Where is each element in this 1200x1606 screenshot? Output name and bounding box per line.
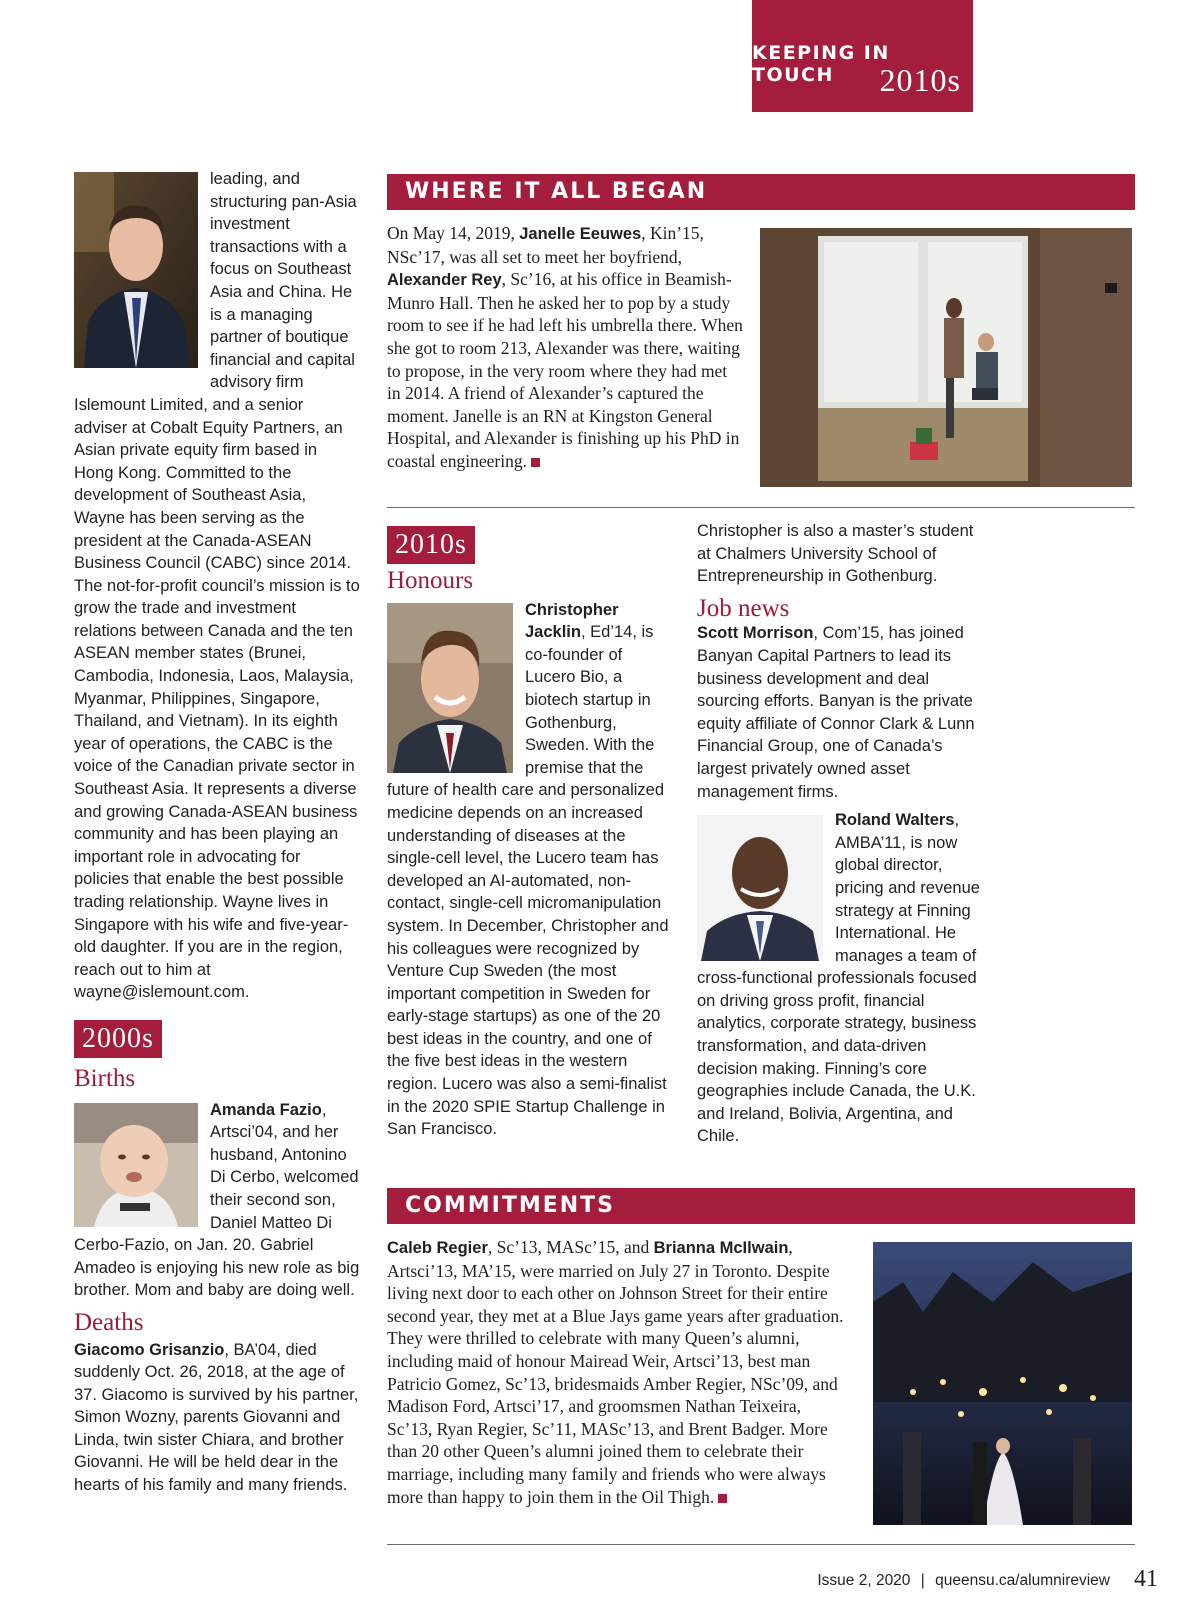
honours-heading: Honours (387, 567, 474, 594)
end-mark (531, 458, 540, 467)
commit-t1: , Sc’13, MASc’15, and (487, 1237, 654, 1257)
job-text: , Com’15, has joined Banyan Capital Partners to lead its business development and deal sourcing efforts. Banyan is the private equity affiliate of Connor Clark & Lunn Financial Group, one of Canada’s largest privately owned asset management firms. (697, 624, 975, 801)
christopher-portrait (387, 603, 513, 773)
where-it-all-began-banner (387, 174, 1135, 210)
commitments-banner (387, 1188, 1135, 1224)
job-name: Scott Morrison (697, 624, 814, 643)
job-paragraph (697, 622, 987, 803)
roland-text: , AMBA’11, is now global director, pricing and revenue strategy at Finning International. He manages a team of cross-functional professionals focused on driving gross profit, financial analytics, corporate strategy, business transformation, and data-driven decision making. Finning’s core geographies include Canada, the U.K. and Ireland, Bolivia, Argentina, and Chile. (697, 811, 980, 1146)
job-news-heading: Job news (697, 594, 790, 622)
decade-2000s-label: 2000s (74, 1020, 162, 1058)
roland-portrait (697, 815, 823, 961)
where-n2: Alexander Rey (387, 271, 502, 290)
decade-2010s-label: 2010s (387, 526, 475, 564)
christopher-text: , Ed’14, is co-founder of Lucero Bio, a biotech startup in Gothenburg, Sweden. With the premise that the future of health care and personalized medicine depends on an increased understanding of diseases at the single-cell level, the Lucero team has developed an AI-automated, non-contact, single-cell micromanipulation system. In December, Christopher and his colleagues were recognized by Venture Cup Sweden (the most important competition in Sweden for early-stage startups) as one of the 20 best ideas in the country, and one of the five best ideas in the western region. Lucero was also a semi-finalist in the 2020 SPIE Startup Challenge in San Francisco. (387, 623, 669, 1139)
page-number: 41 (1134, 1566, 1158, 1592)
footer-url[interactable]: queensu.ca/alumnireview (935, 1572, 1110, 1589)
deaths-heading: Deaths (74, 1308, 144, 1336)
where-t2: , Kin’15, NSc’17, was all set to meet her boyfriend, (387, 223, 704, 267)
births-name: Amanda Fazio (210, 1100, 322, 1119)
wayne-text: leading, and structuring pan-Asia investment transactions with a focus on Southeast Asia and China. He is a managing partner of boutique financial and capital advisory firm Islemount Limited, and a senior adviser at Cobalt Equity Partners, an Asian private equity firm based in Hong Kong. Committed to the development of Southeast Asia, Wayne has been serving as the president at the Canada-ASEAN Business Council (CABC) since 2014. The not-for-profit council’s mission is to grow the trade and investment relations between Canada and the ten ASEAN member states (Brunei, Cambodia, Indonesia, Laos, Malaysia, Myanmar, Philippines, Singapore, Thailand, and Vietnam). In its eighth year of operations, the CABC is the voice of the Canadian private sector in Southeast Asia. It represents a diverse and growing Canada-ASEAN business community and has been playing an important role in advocating for policies that enable the best possible trading relationship. Wayne lives in Singapore with his wife and five-year-old daughter. If you are in the region, reach out to him at wayne@islemount.com. (74, 170, 360, 1002)
where-t3: , Sc’16, at his office in Beamish-Munro Hall. Then he asked her to pop by a study room to see if he had left his umbrella there. When she got to room 213, Alexander was there, waiting to propose, in the very room where they had met in 2014. A friend of Alexander’s captured the moment. Janelle is an RN at Kingston General Hospital, and Alexander is finishing up his PhD in coastal engineering. (387, 269, 743, 471)
wedding-photo (873, 1242, 1132, 1525)
deaths-text: , BA’04, died suddenly Oct. 26, 2018, at the age of 37. Giacomo is survived by his partner, Simon Wozny, parents Giovanni and Linda, twin sister Chiara, and brother Giovanni. He will be held dear in the hearts of his family and many friends. (74, 1340, 359, 1495)
footer-separator: | (920, 1572, 925, 1589)
births-heading: Births (74, 1064, 136, 1092)
section-tab (752, 0, 973, 112)
where-began-text (387, 222, 743, 473)
where-banner-label: WHERE IT ALL BEGAN (405, 179, 708, 204)
footer (817, 1572, 1110, 1590)
left-column (74, 168, 360, 1497)
right-column (697, 520, 987, 1148)
footer-issue: Issue 2, 2020 (817, 1572, 911, 1589)
where-divider (387, 507, 1135, 508)
end-mark (718, 1494, 727, 1503)
section-decade: 2010s (879, 62, 961, 98)
christopher-name: Christopher Jacklin (525, 600, 619, 642)
deaths-name: Giacomo Grisanzio (74, 1340, 225, 1359)
wayne-portrait (74, 172, 198, 368)
births-text: , Artsci’04, and her husband, Antonino Di Cerbo, welcomed their second son, Daniel Matteo Di Cerbo-Fazio, on Jan. 20. Gabriel Amadeo is enjoying his new role as big brother. Mom and baby are doing well. (74, 1100, 360, 1300)
where-n1: Janelle Eeuwes (519, 225, 642, 243)
commitments-banner-label: COMMITMENTS (405, 1193, 616, 1218)
commit-t2: , Artsci’13, MA’15, were married on July 27 in Toronto. Despite living next door to each other on Johnson Street for their entire second year, they met at a Blue Jays game years after graduation. They were thrilled to celebrate with many Queen’s alumni, including maid of honour Mairead Weir, Artsci’13, best man Patricio Gomez, Sc’13, bridesmaids Amber Regier, NSc’09, and Madison Ford, Artsci’17, and groomsmen Nathan Teixeira, Sc’13, Ryan Regier, Sc’11, MASc’13, and Brent Badger. More than 20 other Queen’s alumni joined them to celebrate their marriage, including many family and friends who were always more than happy to join them in the Oil Thigh. (387, 1237, 844, 1507)
commitments-text (387, 1236, 849, 1508)
middle-column (387, 526, 677, 1141)
commit-n1: Caleb Regier (387, 1239, 488, 1257)
baby-photo (74, 1103, 198, 1227)
where-t1: On May 14, 2019, (387, 223, 520, 243)
proposal-photo (760, 228, 1132, 487)
commit-n2: Brianna McIlwain (653, 1239, 789, 1257)
deaths-paragraph (74, 1339, 360, 1497)
christopher-continued: Christopher is also a master’s student at Chalmers University School of Entrepreneurship in Gothenburg. (697, 522, 974, 586)
section-kicker: KEEPING IN TOUCH (752, 42, 890, 86)
decade-2000s-wrap (74, 1020, 360, 1058)
commitments-divider (387, 1544, 1135, 1545)
roland-name: Roland Walters (835, 811, 955, 830)
